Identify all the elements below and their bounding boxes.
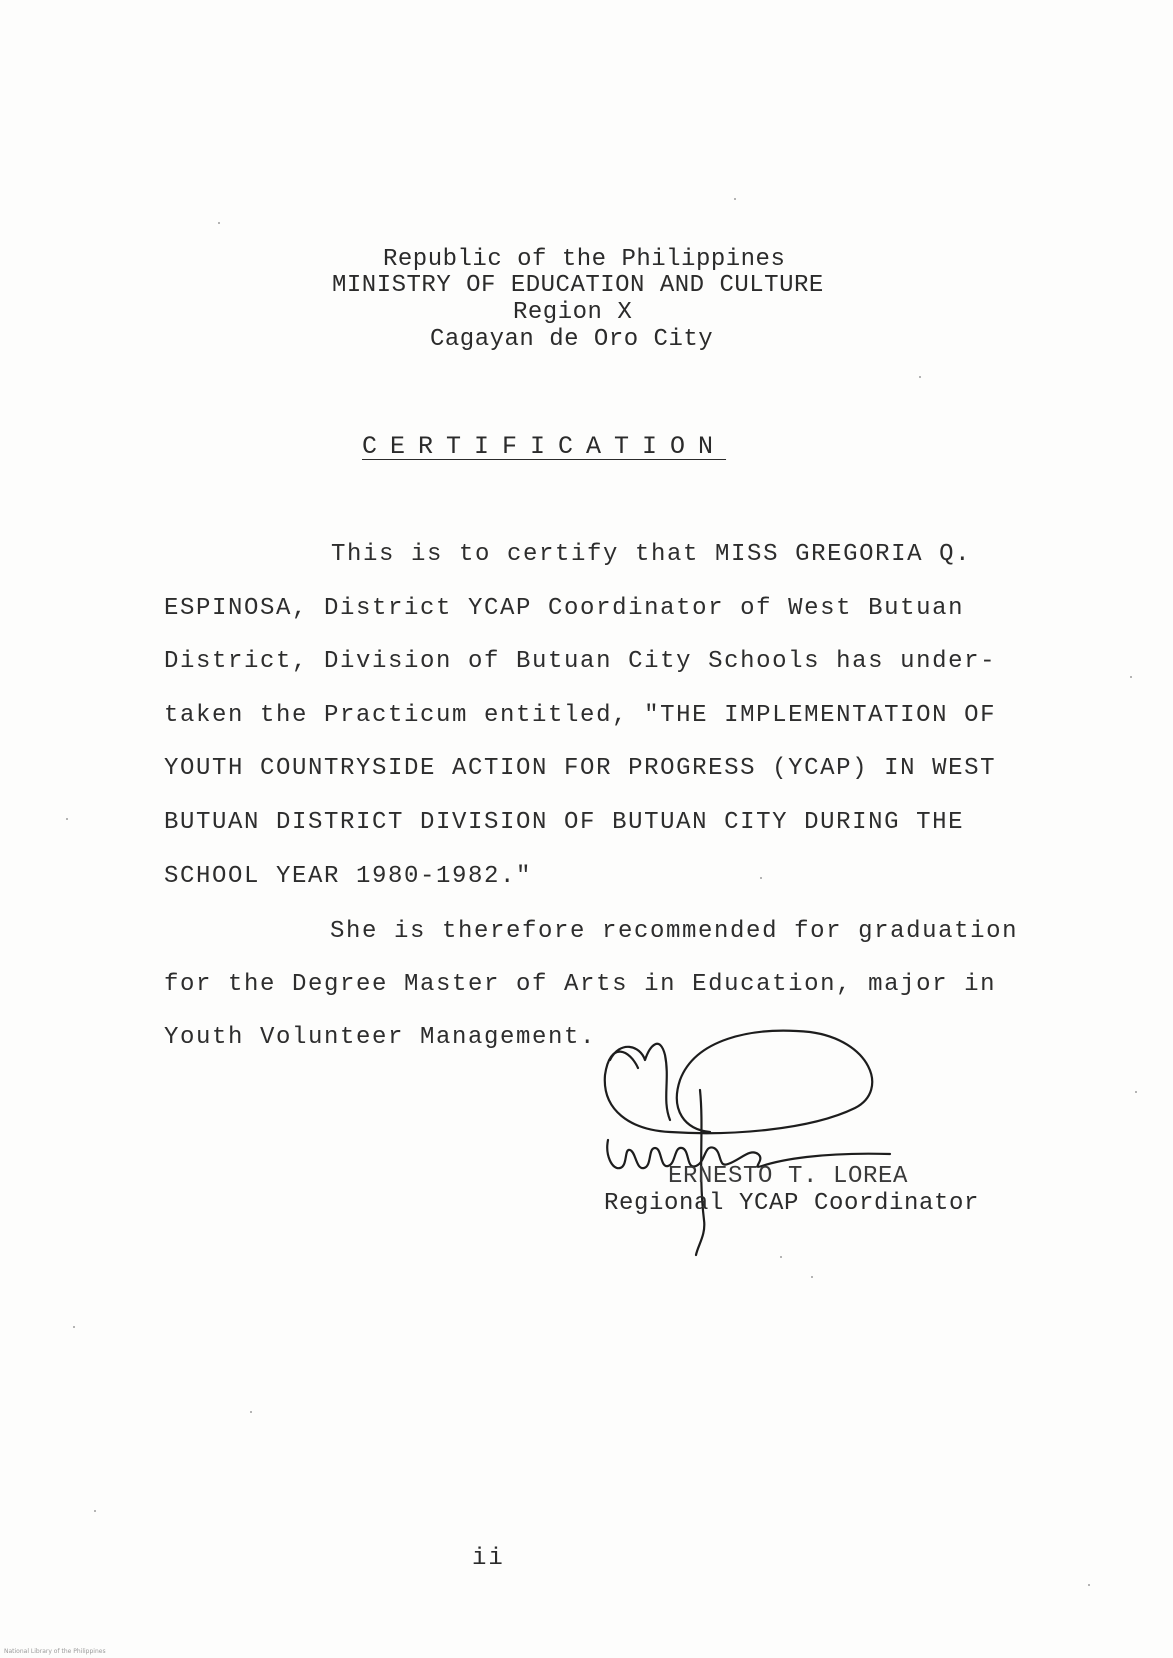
- signatory-name: ERNESTO T. LOREA: [668, 1163, 909, 1190]
- body-line: This is to certify that MISS GREGORIA Q.: [331, 541, 972, 568]
- body-line: Youth Volunteer Management.: [164, 1024, 597, 1051]
- paper-speck: [734, 198, 736, 200]
- paper-speck: [250, 1411, 252, 1413]
- header-city: Cagayan de Oro City: [430, 326, 714, 353]
- paper-speck: [73, 1326, 75, 1328]
- paper-speck: [66, 818, 68, 820]
- body-line: for the Degree Master of Arts in Education, major in: [164, 971, 997, 998]
- body-line: YOUTH COUNTRYSIDE ACTION FOR PROGRESS (YCAP) IN WEST: [164, 755, 997, 782]
- body-line: She is therefore recommended for graduation: [330, 918, 1019, 945]
- body-line: District, Division of Butuan City Schools has under-: [164, 648, 997, 675]
- page-number: ii: [472, 1545, 505, 1572]
- body-line: SCHOOL YEAR 1980-1982.": [164, 863, 533, 890]
- header-region: Region X: [513, 299, 633, 326]
- signatory-title: Regional YCAP Coordinator: [604, 1190, 980, 1217]
- certification-title: CERTIFICATION: [362, 432, 727, 461]
- paper-speck: [1130, 676, 1132, 678]
- header-republic: Republic of the Philippines: [383, 246, 786, 273]
- body-line: ESPINOSA, District YCAP Coordinator of West Butuan: [164, 595, 965, 622]
- paper-speck: [94, 1510, 96, 1512]
- paper-speck: [218, 222, 220, 224]
- header-ministry: MINISTRY OF EDUCATION AND CULTURE: [332, 272, 824, 299]
- paper-speck: [760, 877, 762, 879]
- paper-speck: [780, 1256, 782, 1258]
- paper-speck: [1088, 1584, 1090, 1586]
- paper-speck: [811, 1276, 813, 1278]
- body-line: BUTUAN DISTRICT DIVISION OF BUTUAN CITY DURING THE: [164, 809, 965, 836]
- body-line: taken the Practicum entitled, "THE IMPLEMENTATION OF: [164, 702, 997, 729]
- handwritten-signature: [600, 1020, 940, 1260]
- paper-speck: [919, 376, 921, 378]
- paper-speck: [1135, 1091, 1137, 1093]
- library-footer-mark: National Library of the Philippines: [4, 1648, 106, 1655]
